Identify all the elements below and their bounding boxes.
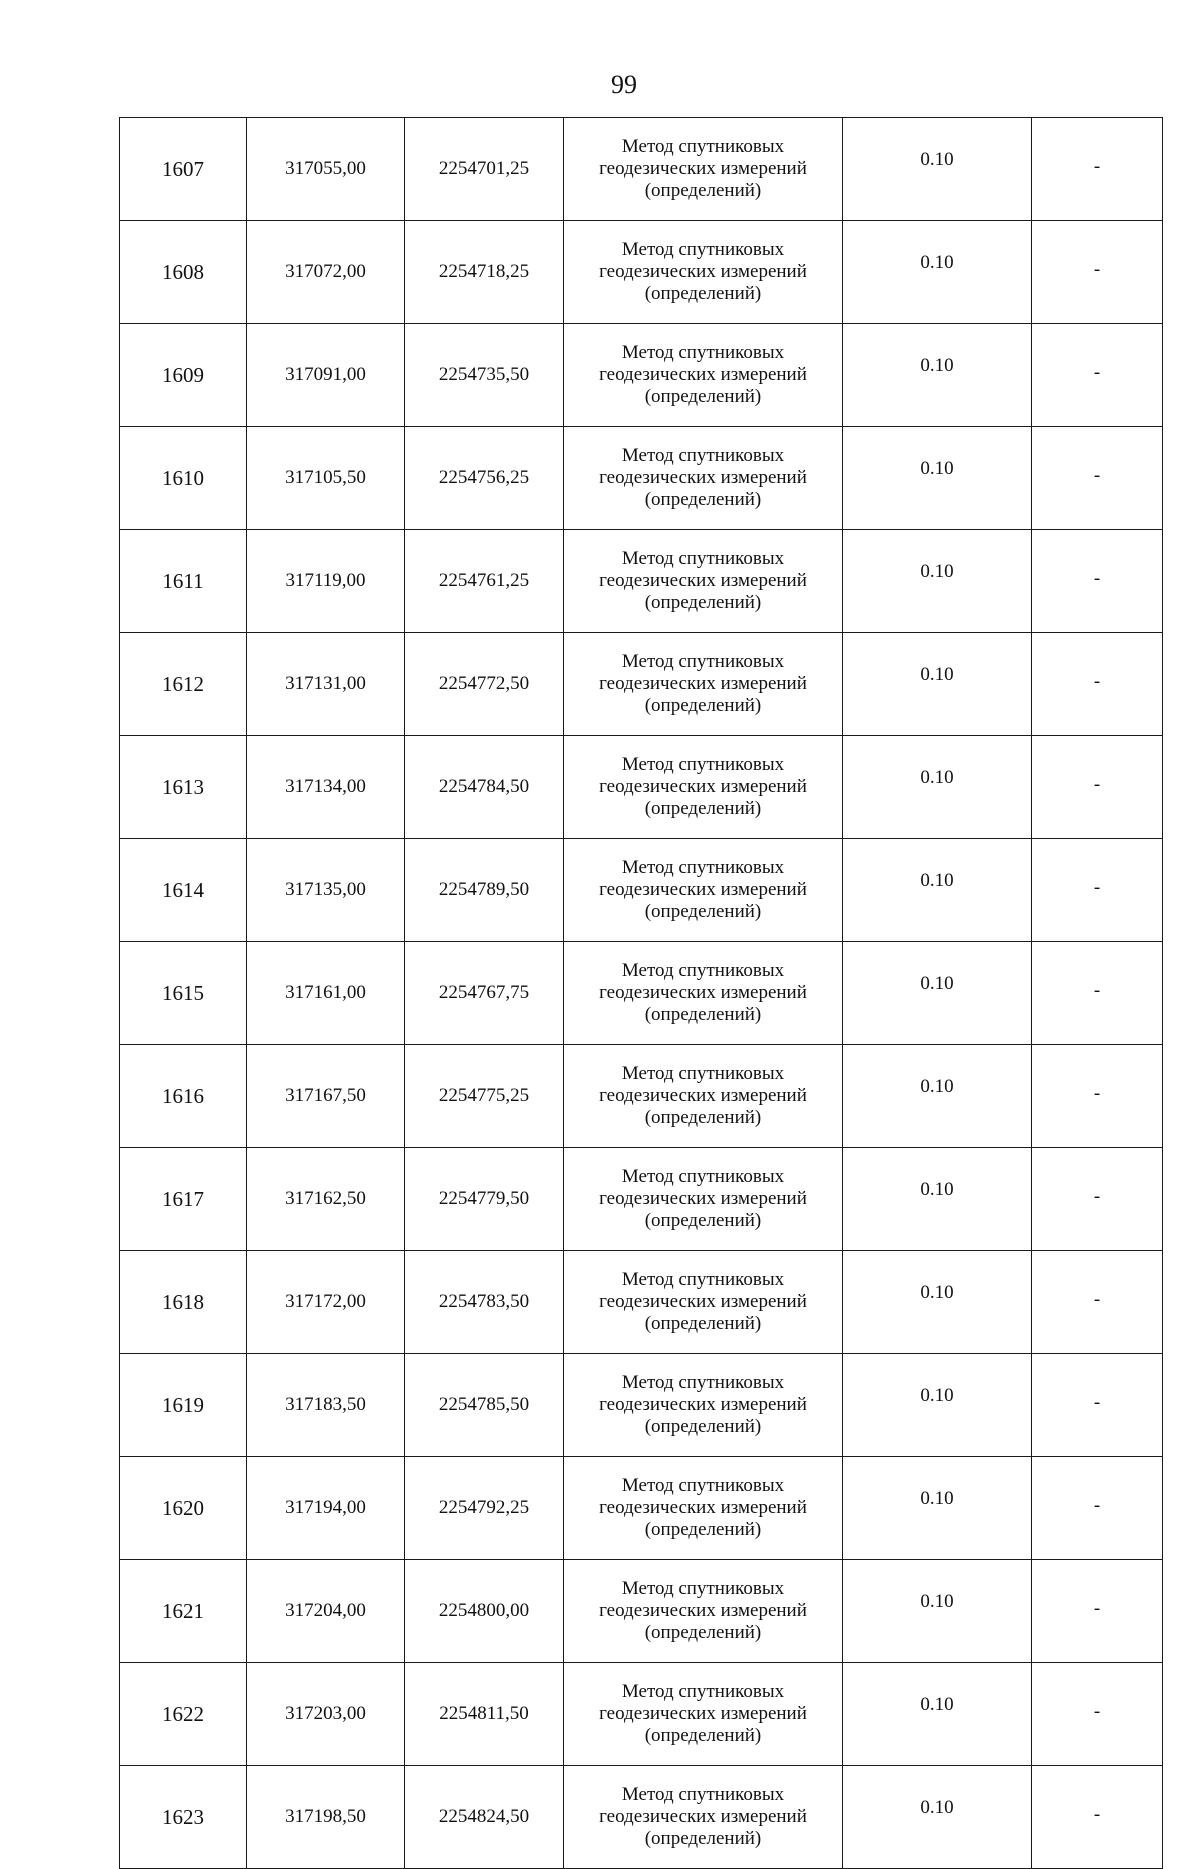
point-id-cell: 1614 (120, 839, 247, 942)
method-text-line: Метод спутниковых (621, 754, 785, 775)
accuracy-cell: 0.10 (843, 1560, 1032, 1663)
note-cell: - (1032, 942, 1163, 1045)
method-text-line: геодезических измерений (599, 1806, 807, 1827)
y-coordinate-cell: 2254785,50 (405, 1354, 564, 1457)
method-text-line: Метод спутниковых (621, 136, 785, 157)
point-id-cell: 1613 (120, 736, 247, 839)
y-coordinate-cell: 2254735,50 (405, 324, 564, 427)
point-id-cell: 1617 (120, 1148, 247, 1251)
method-text-line: Метод спутниковых (621, 1372, 785, 1393)
point-id-cell: 1610 (120, 427, 247, 530)
y-coordinate-cell: 2254789,50 (405, 839, 564, 942)
method-text-line: (определений) (644, 798, 762, 819)
note-cell: - (1032, 1148, 1163, 1251)
note-cell: - (1032, 1251, 1163, 1354)
x-coordinate-cell: 317204,00 (247, 1560, 405, 1663)
note-cell: - (1032, 1045, 1163, 1148)
note-cell: - (1032, 839, 1163, 942)
accuracy-cell: 0.10 (843, 530, 1032, 633)
point-id-cell: 1622 (120, 1663, 247, 1766)
table-row (120, 118, 1163, 221)
method-cell (564, 1251, 843, 1354)
method-cell (564, 1663, 843, 1766)
x-coordinate-cell: 317172,00 (247, 1251, 405, 1354)
table-row (120, 633, 1163, 736)
x-coordinate-cell: 317072,00 (247, 221, 405, 324)
method-text-line: (определений) (644, 1210, 762, 1231)
note-cell: - (1032, 1560, 1163, 1663)
method-cell (564, 1354, 843, 1457)
point-id-cell: 1608 (120, 221, 247, 324)
method-text-line: геодезических измерений (599, 1497, 807, 1518)
accuracy-cell: 0.10 (843, 633, 1032, 736)
method-text-line: геодезических измерений (599, 1291, 807, 1312)
method-text-line: (определений) (644, 592, 762, 613)
y-coordinate-cell: 2254761,25 (405, 530, 564, 633)
point-id-cell: 1618 (120, 1251, 247, 1354)
table-row (120, 1251, 1163, 1354)
method-text-line: Метод спутниковых (621, 1166, 785, 1187)
method-text-line: (определений) (644, 283, 762, 304)
table-row (120, 1766, 1163, 1869)
method-text-line: геодезических измерений (599, 1085, 807, 1106)
method-text-line: Метод спутниковых (621, 1784, 785, 1805)
x-coordinate-cell: 317194,00 (247, 1457, 405, 1560)
method-cell (564, 324, 843, 427)
method-text-line: Метод спутниковых (621, 960, 785, 981)
table-row (120, 839, 1163, 942)
method-text-line: Метод спутниковых (621, 1681, 785, 1702)
y-coordinate-cell: 2254783,50 (405, 1251, 564, 1354)
y-coordinate-cell: 2254811,50 (405, 1663, 564, 1766)
point-id-cell: 1611 (120, 530, 247, 633)
method-cell (564, 427, 843, 530)
method-text-line: геодезических измерений (599, 1600, 807, 1621)
y-coordinate-cell: 2254756,25 (405, 427, 564, 530)
method-text-line: Метод спутниковых (621, 1063, 785, 1084)
method-text-line: (определений) (644, 1416, 762, 1437)
method-text-line: геодезических измерений (599, 776, 807, 797)
method-text-line: (определений) (644, 1828, 762, 1849)
point-id-cell: 1609 (120, 324, 247, 427)
note-cell: - (1032, 118, 1163, 221)
point-id-cell: 1621 (120, 1560, 247, 1663)
method-cell (564, 736, 843, 839)
method-text-line: геодезических измерений (599, 673, 807, 694)
accuracy-cell: 0.10 (843, 1766, 1032, 1869)
point-id-cell: 1619 (120, 1354, 247, 1457)
x-coordinate-cell: 317203,00 (247, 1663, 405, 1766)
point-id-cell: 1616 (120, 1045, 247, 1148)
method-text-line: геодезических измерений (599, 158, 807, 179)
table-body (120, 118, 1163, 1869)
table-row (120, 221, 1163, 324)
point-id-cell: 1615 (120, 942, 247, 1045)
table-row (120, 324, 1163, 427)
x-coordinate-cell: 317161,00 (247, 942, 405, 1045)
x-coordinate-cell: 317162,50 (247, 1148, 405, 1251)
table-row (120, 1457, 1163, 1560)
method-cell (564, 839, 843, 942)
method-cell (564, 530, 843, 633)
method-text-line: Метод спутниковых (621, 651, 785, 672)
method-text-line: (определений) (644, 489, 762, 510)
table-row (120, 1148, 1163, 1251)
x-coordinate-cell: 317105,50 (247, 427, 405, 530)
note-cell: - (1032, 1663, 1163, 1766)
method-text-line: (определений) (644, 1107, 762, 1128)
accuracy-cell: 0.10 (843, 324, 1032, 427)
table-row (120, 1560, 1163, 1663)
x-coordinate-cell: 317135,00 (247, 839, 405, 942)
table-row (120, 427, 1163, 530)
method-text-line: геодезических измерений (599, 1703, 807, 1724)
method-text-line: (определений) (644, 1725, 762, 1746)
accuracy-cell: 0.10 (843, 1354, 1032, 1457)
method-text-line: Метод спутниковых (621, 239, 785, 260)
method-cell (564, 633, 843, 736)
method-cell (564, 1560, 843, 1663)
accuracy-cell: 0.10 (843, 1251, 1032, 1354)
table-row (120, 530, 1163, 633)
y-coordinate-cell: 2254784,50 (405, 736, 564, 839)
method-text-line: (определений) (644, 1313, 762, 1334)
method-text-line: геодезических измерений (599, 364, 807, 385)
accuracy-cell: 0.10 (843, 1148, 1032, 1251)
accuracy-cell: 0.10 (843, 1045, 1032, 1148)
note-cell: - (1032, 736, 1163, 839)
x-coordinate-cell: 317131,00 (247, 633, 405, 736)
method-text-line: (определений) (644, 901, 762, 922)
point-id-cell: 1607 (120, 118, 247, 221)
method-text-line: (определений) (644, 180, 762, 201)
x-coordinate-cell: 317091,00 (247, 324, 405, 427)
method-text-line: Метод спутниковых (621, 445, 785, 466)
x-coordinate-cell: 317198,50 (247, 1766, 405, 1869)
method-text-line: Метод спутниковых (621, 342, 785, 363)
method-text-line: геодезических измерений (599, 467, 807, 488)
point-id-cell: 1620 (120, 1457, 247, 1560)
method-text-line: (определений) (644, 386, 762, 407)
note-cell: - (1032, 221, 1163, 324)
y-coordinate-cell: 2254718,25 (405, 221, 564, 324)
x-coordinate-cell: 317167,50 (247, 1045, 405, 1148)
table-row (120, 1663, 1163, 1766)
note-cell: - (1032, 1457, 1163, 1560)
accuracy-cell: 0.10 (843, 942, 1032, 1045)
x-coordinate-cell: 317055,00 (247, 118, 405, 221)
method-text-line: (определений) (644, 1004, 762, 1025)
note-cell: - (1032, 530, 1163, 633)
method-text-line: (определений) (644, 1519, 762, 1540)
y-coordinate-cell: 2254772,50 (405, 633, 564, 736)
note-cell: - (1032, 427, 1163, 530)
method-cell (564, 1148, 843, 1251)
accuracy-cell: 0.10 (843, 736, 1032, 839)
accuracy-cell: 0.10 (843, 1457, 1032, 1560)
accuracy-cell: 0.10 (843, 118, 1032, 221)
method-text-line: Метод спутниковых (621, 1475, 785, 1496)
x-coordinate-cell: 317134,00 (247, 736, 405, 839)
note-cell: - (1032, 1354, 1163, 1457)
method-text-line: геодезических измерений (599, 570, 807, 591)
method-text-line: геодезических измерений (599, 982, 807, 1003)
method-cell (564, 118, 843, 221)
x-coordinate-cell: 317183,50 (247, 1354, 405, 1457)
note-cell: - (1032, 633, 1163, 736)
accuracy-cell: 0.10 (843, 221, 1032, 324)
method-text-line: геодезических измерений (599, 1188, 807, 1209)
y-coordinate-cell: 2254701,25 (405, 118, 564, 221)
coordinates-table (119, 117, 1163, 1869)
accuracy-cell: 0.10 (843, 839, 1032, 942)
note-cell: - (1032, 1766, 1163, 1869)
table-row (120, 942, 1163, 1045)
accuracy-cell: 0.10 (843, 427, 1032, 530)
method-text-line: Метод спутниковых (621, 548, 785, 569)
y-coordinate-cell: 2254824,50 (405, 1766, 564, 1869)
page-number: 99 (611, 70, 637, 99)
y-coordinate-cell: 2254775,25 (405, 1045, 564, 1148)
method-text-line: геодезических измерений (599, 261, 807, 282)
method-text-line: (определений) (644, 1622, 762, 1643)
y-coordinate-cell: 2254800,00 (405, 1560, 564, 1663)
method-text-line: геодезических измерений (599, 879, 807, 900)
x-coordinate-cell: 317119,00 (247, 530, 405, 633)
table-row (120, 1354, 1163, 1457)
method-text-line: Метод спутниковых (621, 857, 785, 878)
y-coordinate-cell: 2254767,75 (405, 942, 564, 1045)
method-text-line: геодезических измерений (599, 1394, 807, 1415)
table-row (120, 1045, 1163, 1148)
method-text-line: Метод спутниковых (621, 1578, 785, 1599)
point-id-cell: 1612 (120, 633, 247, 736)
y-coordinate-cell: 2254779,50 (405, 1148, 564, 1251)
method-text-line: (определений) (644, 695, 762, 716)
method-cell (564, 1766, 843, 1869)
method-cell (564, 1045, 843, 1148)
accuracy-cell: 0.10 (843, 1663, 1032, 1766)
note-cell: - (1032, 324, 1163, 427)
y-coordinate-cell: 2254792,25 (405, 1457, 564, 1560)
table-row (120, 736, 1163, 839)
method-text-line: Метод спутниковых (621, 1269, 785, 1290)
point-id-cell: 1623 (120, 1766, 247, 1869)
method-cell (564, 942, 843, 1045)
method-cell (564, 221, 843, 324)
method-cell (564, 1457, 843, 1560)
